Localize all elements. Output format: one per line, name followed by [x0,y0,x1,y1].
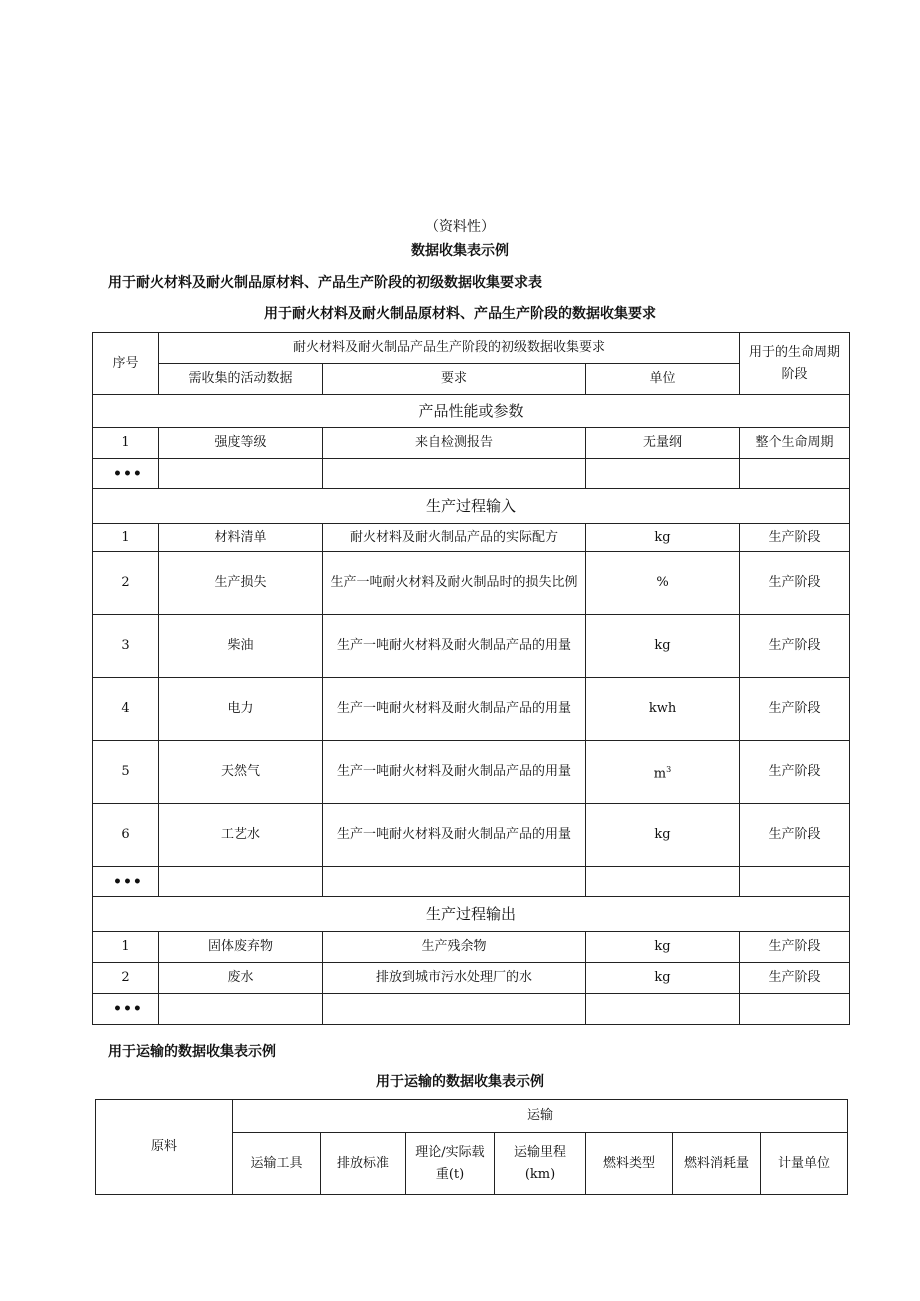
row-stage: 生产阶段 [740,524,850,552]
table2-caption: 用于运输的数据收集表示例 [108,1044,276,1060]
unit-superscript: 3 [666,764,672,774]
transport-data-table [95,1099,848,1195]
row-stage: 生产阶段 [740,932,850,963]
header-seq: 序号 [93,333,159,395]
row-unit: 无量纲 [586,428,740,459]
header-material: 原料 [96,1100,233,1195]
section-title: 生产过程输出 [93,897,850,932]
header-transport: 运输 [233,1100,848,1133]
header-requirement: 要求 [323,364,586,395]
table2-title: 用于运输的数据收集表示例 [376,1074,544,1090]
table-row [93,524,850,552]
row-requirement: 生产残余物 [323,932,586,963]
row-stage: 生产阶段 [740,615,850,678]
header-lifecycle: 用于的生命周期阶段 [740,333,850,395]
row-unit: kwh [586,678,740,741]
row-activity: 强度等级 [159,428,323,459]
header-group: 耐火材料及耐火制品产品生产阶段的初级数据收集要求 [159,333,740,364]
row-unit: kg [586,932,740,963]
row-activity: 材料清单 [159,524,323,552]
row-stage: 生产阶段 [740,804,850,867]
row-requirement: 生产一吨耐火材料及耐火制品产品的用量 [323,804,586,867]
row-seq: 5 [93,741,159,804]
row-seq: 2 [93,552,159,615]
row-activity: 天然气 [159,741,323,804]
table-row [93,459,850,489]
row-stage: 生产阶段 [740,552,850,615]
header-unit: 单位 [586,364,740,395]
table-row [93,994,850,1025]
row-activity: 生产损失 [159,552,323,615]
header-emission-standard: 排放标准 [321,1133,406,1195]
row-activity: 工艺水 [159,804,323,867]
row-stage: 生产阶段 [740,678,850,741]
section-title: 产品性能或参数 [93,395,850,428]
header-fuel-consumption: 燃料消耗量 [673,1133,761,1195]
header-activity: 需收集的活动数据 [159,364,323,395]
header-measure-unit: 计量单位 [761,1133,848,1195]
table-row [93,804,850,867]
header-vehicle: 运输工具 [233,1133,321,1195]
ellipsis: ••• [93,459,159,489]
row-seq: 1 [93,932,159,963]
row-requirement: 耐火材料及耐火制品产品的实际配方 [323,524,586,552]
row-seq: 1 [93,524,159,552]
row-seq: 3 [93,615,159,678]
row-stage: 生产阶段 [740,963,850,994]
appendix-title: 数据收集表示例 [411,243,509,259]
table1-title: 用于耐火材料及耐火制品原材料、产品生产阶段的数据收集要求 [264,306,656,322]
table1-caption: 用于耐火材料及耐火制品原材料、产品生产阶段的初级数据收集要求表 [108,275,542,291]
row-requirement: 生产一吨耐火材料及耐火制品时的损失比例 [323,552,586,615]
row-requirement: 生产一吨耐火材料及耐火制品产品的用量 [323,741,586,804]
row-unit: kg [586,804,740,867]
header-load: 理论/实际载重(t) [406,1133,495,1195]
row-activity: 固体废弃物 [159,932,323,963]
row-unit: kg [586,963,740,994]
row-requirement: 生产一吨耐火材料及耐火制品产品的用量 [323,615,586,678]
row-unit [586,741,740,804]
row-seq: 1 [93,428,159,459]
row-seq: 4 [93,678,159,741]
annex-note: （资料性） [425,219,495,235]
header-distance: 运输里程(km) [495,1133,586,1195]
row-seq: 2 [93,963,159,994]
row-unit: kg [586,615,740,678]
table-row [93,963,850,994]
table-row [93,428,850,459]
production-data-table [92,332,850,1025]
row-activity: 废水 [159,963,323,994]
row-activity: 电力 [159,678,323,741]
row-requirement: 生产一吨耐火材料及耐火制品产品的用量 [323,678,586,741]
row-stage: 整个生命周期 [740,428,850,459]
unit-base: m [653,766,667,782]
table-row [93,678,850,741]
row-unit: % [586,552,740,615]
table-row [93,552,850,615]
table-row [93,615,850,678]
table-row [93,932,850,963]
row-unit: kg [586,524,740,552]
row-activity: 柴油 [159,615,323,678]
ellipsis: ••• [93,994,159,1025]
row-requirement: 来自检测报告 [323,428,586,459]
header-fuel-type: 燃料类型 [586,1133,673,1195]
section-title: 生产过程输入 [93,489,850,524]
row-requirement: 排放到城市污水处理厂的水 [323,963,586,994]
row-stage: 生产阶段 [740,741,850,804]
table-row [93,741,850,804]
ellipsis: ••• [93,867,159,897]
table-row [93,867,850,897]
row-seq: 6 [93,804,159,867]
